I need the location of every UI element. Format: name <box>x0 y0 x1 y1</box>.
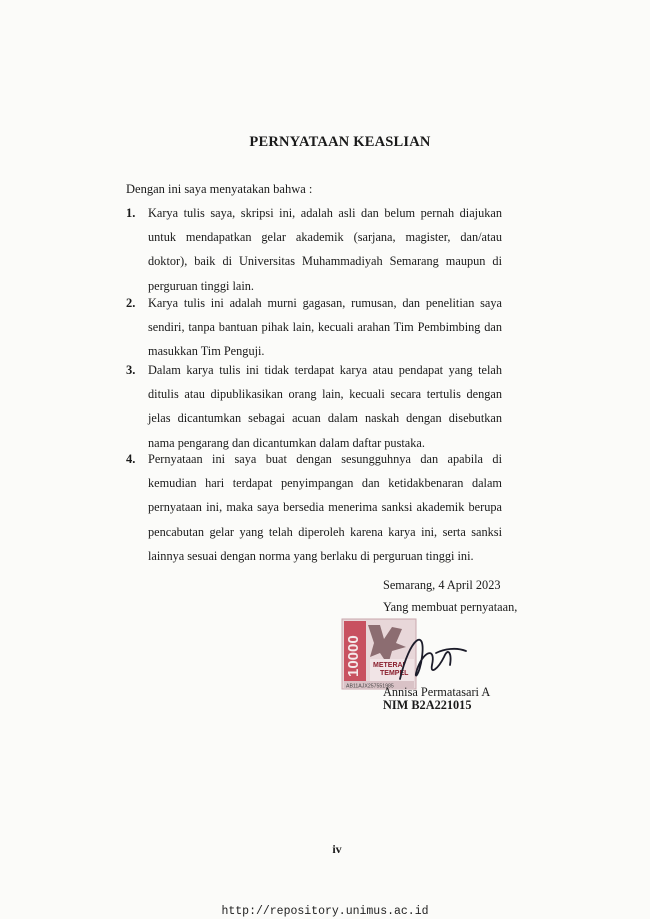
stamp-value: 10000 <box>345 635 362 677</box>
list-text: Karya tulis saya, skripsi ini, adalah asli dan belum pernah diajukan untuk mendapatkan gelar akademik (sarjana, magister, dan/atau doktor), baik di Universitas Muhammadiyah Semarang maupun di perguruan tinggi lain. <box>148 206 502 293</box>
list-number: 3. <box>126 363 136 377</box>
signature-statement: Yang membuat pernyataan, <box>383 600 518 614</box>
list-text: Karya tulis ini adalah murni gagasan, rumusan, dan penelitian saya sendiri, tanpa bantuan pihak lain, kecuali arahan Tim Pembimbing dan masukkan Tim Penguji. <box>148 296 502 359</box>
list-number: 4. <box>126 452 136 466</box>
page-number: iv <box>332 842 342 856</box>
list-text: Dalam karya tulis ini tidak terdapat karya atau pendapat yang telah ditulis atau dipublikasikan orang lain, kecuali secara tertulis dengan jelas dicantumkan sebagai acuan dalam naskah dengan disebutkan nama pengarang dan dicantumkan dalam daftar pustaka. <box>148 363 502 450</box>
stamp-label-2: TEMPEL <box>380 670 409 677</box>
signature-block <box>383 574 517 618</box>
signer-info <box>383 686 490 712</box>
repository-url: http://repository.unimus.ac.id <box>221 905 429 918</box>
place-date: Semarang, 4 April 2023 <box>383 578 501 592</box>
meterai-stamp <box>340 617 470 693</box>
list-text: Pernyataan ini saya buat dengan sesungguhnya dan apabila di kemudian hari terdapat penyimpangan dan ketidakbenaran dalam pernyataan ini, maka saya bersedia menerima sanksi akademik berupa pencabutan gelar yang telah diperoleh karena karya ini, serta sanksi lainnya sesuai dengan norma yang berlaku di perguruan tinggi ini. <box>148 452 502 563</box>
list-number: 1. <box>126 206 136 220</box>
intro-text: Dengan ini saya menyatakan bahwa : <box>126 182 313 196</box>
stamp-label-1: METERAI <box>373 662 405 669</box>
signer-nim: NIM B2A221015 <box>383 698 472 712</box>
signer-name: Annisa Permatasari A <box>383 685 491 699</box>
stamp-serial: AB11AJX257551985 <box>346 683 394 690</box>
list-number: 2. <box>126 296 136 310</box>
page-title: PERNYATAAN KEASLIAN <box>249 134 431 150</box>
